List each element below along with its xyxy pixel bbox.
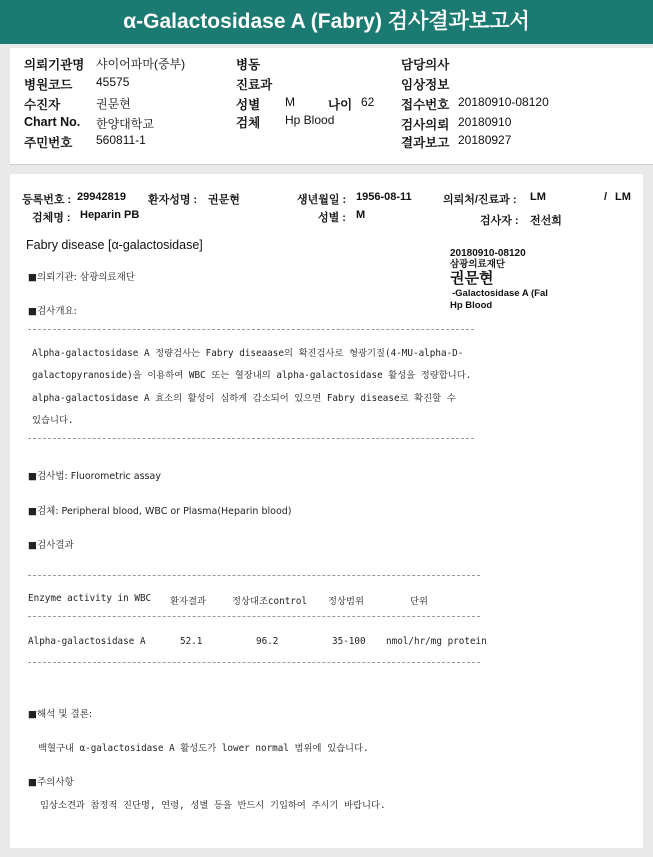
dob-value: 1956-08-11 [356, 191, 412, 203]
overview-line-2: galactopyranoside)을 이용하여 WBC 또는 혈장내의 alpha-galactosidase 활성을 정량합니다. [32, 370, 472, 381]
dept-value-2: LM [615, 191, 631, 203]
request-date-label: 검사의뢰 [401, 118, 450, 132]
patient-label: 수진자 [24, 98, 61, 112]
specimen-name-label: 검체명 : [32, 212, 71, 224]
col-header-control: 정상대조control [232, 596, 308, 607]
specimen-value: Hp Blood [285, 113, 335, 127]
result-heading: ■검사결과 [28, 540, 74, 551]
specimen-section: ■검체: Peripheral blood, WBC or Plasma(Heparin blood) [28, 506, 292, 517]
cell-enzyme: Alpha-galactosidase A [28, 636, 146, 647]
divider [28, 438, 474, 439]
interpretation-heading: ■해석 및 결론: [28, 709, 93, 720]
sex-value: M [285, 95, 295, 109]
reg-no-label: 등록번호 : [22, 194, 72, 206]
doctor-label: 담당의사 [401, 58, 450, 72]
interpretation-text: 백혈구내 α-galactosidase A 활성도가 lower normal 범위에 있습니다. [38, 743, 369, 754]
institution-value: 샤이어파마(중부) [96, 57, 186, 71]
report-document [10, 174, 643, 848]
department-label: 진료과 [236, 78, 273, 92]
hospital-code-label: 병원코드 [24, 78, 73, 92]
cell-control: 96.2 [256, 636, 279, 647]
receipt-no-value: 20180910-08120 [458, 95, 549, 109]
col-header-enzyme: Enzyme activity in WBC [28, 593, 152, 604]
age-label: 나이 [328, 98, 353, 112]
dept-separator: / [604, 191, 608, 203]
specimen-name-value: Heparin PB [80, 209, 140, 221]
col-header-unit: 단위 [410, 596, 428, 607]
sample-receipt-no: 20180910-08120 [450, 248, 526, 259]
tester-value: 전선희 [530, 215, 562, 227]
sample-specimen: Hp Blood [450, 300, 493, 311]
sample-institution: 삼광의료재단 [450, 259, 506, 270]
report-title-bar: α-Galactosidase A (Fabry) 검사결과보고서 [0, 0, 653, 44]
sample-patient-name: 권문현 [450, 270, 494, 287]
method-section: ■검사법: Fluorometric assay [28, 471, 161, 482]
cell-normal-range: 35-100 [332, 636, 366, 647]
cell-patient-result: 52.1 [180, 636, 203, 647]
resident-no-value: 560811-1 [96, 133, 146, 147]
sample-test-name: -Galactosidase A (Fal [452, 288, 548, 299]
overview-line-3: alpha-galactosidase A 효소의 활성이 심하게 감소되어 있으면 Fabry disease로 확진할 수 [32, 393, 456, 404]
patient-sex-value: M [356, 209, 366, 221]
tester-label: 검사자 : [480, 215, 519, 227]
table-header-rule [28, 616, 480, 617]
ward-label: 병동 [236, 58, 261, 72]
reg-no-value: 29942819 [77, 191, 126, 203]
patient-sex-label: 성별 : [318, 212, 346, 224]
dob-label: 생년월일 : [297, 194, 347, 206]
clinical-info-label: 임상정보 [401, 78, 450, 92]
table-bottom-rule [28, 662, 480, 663]
report-date-label: 결과보고 [401, 136, 450, 150]
resident-no-label: 주민번호 [24, 136, 73, 150]
institution-label: 의뢰기관명 [24, 58, 85, 72]
report-heading: Fabry disease [α-galactosidase] [26, 238, 203, 252]
report-date-value: 20180927 [458, 133, 512, 147]
notes-text: 임상소견과 참정적 진단명, 연령, 성별 등을 반드시 기입하여 주시기 바랍니다. [40, 800, 386, 811]
dept-value-1: LM [530, 191, 546, 203]
report-header [10, 48, 653, 165]
receipt-no-label: 접수번호 [401, 98, 450, 112]
dept-label: 의뢰처/진료과 : [443, 194, 517, 206]
col-header-normal-range: 정상범위 [328, 596, 364, 607]
overview-line-4: 있습니다. [32, 415, 74, 426]
chart-no-value: 한양대학교 [96, 117, 154, 131]
overview-heading: ■검사개요: [28, 306, 77, 317]
hospital-code-value: 45575 [96, 75, 130, 89]
cell-unit: nmol/hr/mg protein [386, 636, 487, 647]
request-date-value: 20180910 [458, 115, 512, 129]
table-top-rule [28, 575, 480, 576]
sample-label [450, 248, 600, 312]
age-value: 62 [361, 95, 375, 109]
patient-value: 권문현 [96, 97, 131, 111]
col-header-patient-result: 환자결과 [170, 596, 206, 607]
specimen-label: 검체 [236, 116, 261, 130]
patient-name-value: 권문현 [208, 194, 240, 206]
notes-heading: ■주의사항 [28, 777, 74, 788]
overview-line-1: Alpha-galactosidase A 정량검사는 Fabry diseaase의 확진검사로 형광기질(4-MU-alpha-D- [32, 348, 464, 359]
patient-name-label: 환자성명 : [148, 194, 198, 206]
chart-no-label: Chart No. [24, 115, 81, 129]
institution-section: ■의뢰기관: 삼광의료재단 [28, 272, 135, 283]
divider [28, 329, 474, 330]
sex-label: 성별 [236, 98, 261, 112]
